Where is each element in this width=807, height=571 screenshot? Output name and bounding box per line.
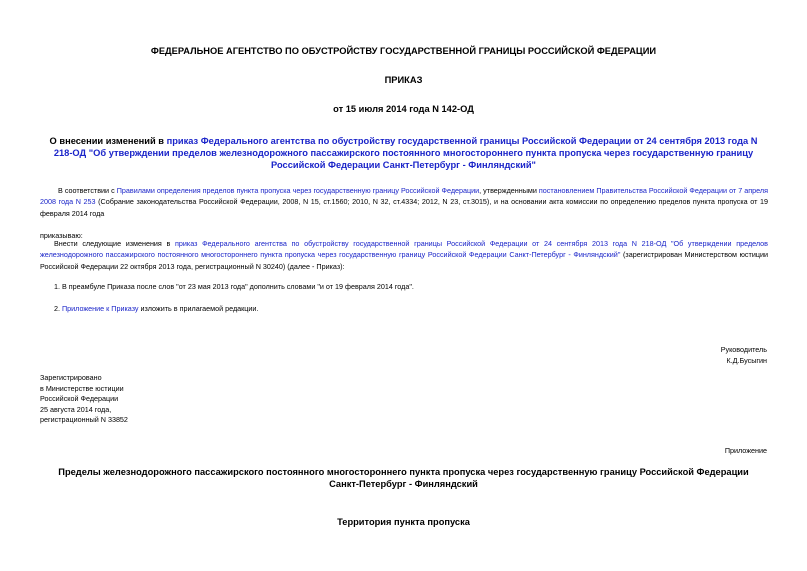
- list-item-2: [54, 303, 782, 314]
- signature-name: К.Д.Бусыгин: [726, 355, 767, 365]
- paragraph-changes: [40, 238, 768, 272]
- registration-block: [40, 373, 128, 426]
- para1-text-a: В соответствии с: [58, 186, 117, 195]
- registration-line: регистрационный N 33852: [40, 415, 128, 424]
- registration-line: 25 августа 2014 года,: [40, 404, 112, 414]
- appendix-subtitle: Территория пункта пропуска: [337, 517, 470, 527]
- resolution-link[interactable]: постановлением Правительства Российской Федерации от 7 апреля 2008 года N 253: [40, 186, 769, 207]
- appendix-label: Приложение: [724, 446, 767, 455]
- prior-order-link[interactable]: приказ Федерального агентства по обустройству государственной границы Российской Федерации от 24 сентября 2013 года N 218-ОД "Об утверждении пределов железнодорожного пассажирского постоянного многостороннего пункта пропуска через государственную границу Российской Федерации Санкт-Петербург - Финляндский": [40, 239, 768, 260]
- registration-line: в Министерстве юстиции: [40, 383, 124, 393]
- appendix-link[interactable]: Приложение к Приказу: [62, 304, 139, 313]
- list-item-1: 1. В преамбуле Приказа после слов "от 23 мая 2013 года" дополнить словами "и от 19 февраля 2014 года".: [54, 282, 414, 291]
- appendix-title: Пределы железнодорожного пассажирского постоянного многостороннего пункта пропуска через государственную границу Российской Федерации Санкт-Петербург - Финляндский: [58, 467, 749, 489]
- rules-link[interactable]: Правилами определения пределов пункта пропуска через государственную границу Российской Федерации: [116, 186, 480, 195]
- registration-line: Российской Федерации: [40, 394, 119, 403]
- order-title-link[interactable]: приказ Федерального агентства по обустройству государственной границы Российской Федерации от 24 сентября 2013 года N 218-ОД "Об утверждении пределов железнодорожного пассажирского постоянного многостороннего пункта пропуска через государственную границу Российской Федерации Санкт-Петербург - Финляндский": [53, 136, 758, 170]
- item2-text: изложить в прилагаемой редакции.: [138, 304, 259, 313]
- para3-text-b: (зарегистрирован Министерством юстиции Российской Федерации 22 октября 2013 года, регистрационный N 30240) (далее - Приказ):: [40, 250, 768, 271]
- item2-number: 2.: [54, 304, 62, 313]
- order-title: [40, 135, 767, 171]
- signature-role: Руководитель: [720, 345, 767, 354]
- order-title-prefix: О внесении изменений в: [49, 136, 167, 146]
- para1-text-c: (Собрание законодательства Российской Федерации, 2008, N 15, ст.1560; 2010, N 32, ст.4334; 2012, N 23, ст.3015), и на основании акта комиссии по определению пределов пункта пропуска от 19 февраля 2014 года: [40, 197, 768, 218]
- para3-text-a: Внести следующие изменения в: [54, 239, 175, 248]
- paragraph-basis: [40, 185, 768, 219]
- signature-block: [721, 345, 767, 366]
- doc-type-heading: ПРИКАЗ: [384, 75, 423, 85]
- date-number-heading: от 15 июля 2014 года N 142-ОД: [333, 104, 474, 114]
- registration-line: Зарегистрировано: [40, 373, 102, 382]
- agency-heading: ФЕДЕРАЛЬНОЕ АГЕНТСТВО ПО ОБУСТРОЙСТВУ ГОСУДАРСТВЕННОЙ ГРАНИЦЫ РОССИЙСКОЙ ФЕДЕРАЦИИ: [150, 46, 657, 56]
- paragraph-order-word: приказываю:: [40, 231, 83, 240]
- para1-text-b: , утвержденными: [479, 186, 539, 195]
